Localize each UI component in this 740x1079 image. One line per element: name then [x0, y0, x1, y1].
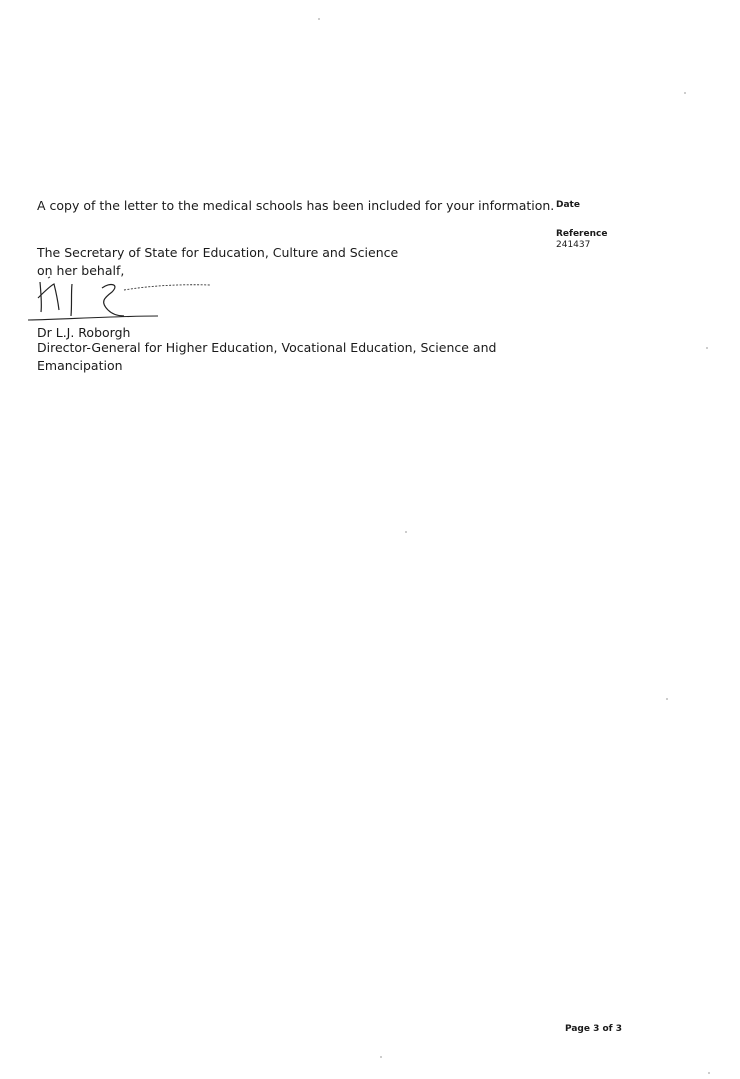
closing-line-1: The Secretary of State for Education, Culture and Science — [37, 245, 399, 260]
date-label: Date — [556, 200, 580, 210]
scan-speck — [684, 92, 686, 94]
scan-speck — [706, 347, 708, 349]
scan-speck — [380, 1056, 382, 1058]
intro-sentence: A copy of the letter to the medical schools has been included for your information. — [37, 198, 555, 213]
reference-value: 241437 — [556, 240, 591, 250]
reference-label: Reference — [556, 229, 608, 239]
signatory-name: Dr L.J. Roborgh — [37, 325, 131, 340]
signatory-title-line-1: Director-General for Higher Education, Vocational Education, Science and — [37, 340, 497, 355]
closing-line-2: on her behalf, — [37, 263, 125, 278]
scan-speck — [318, 18, 320, 20]
signatory-title-line-2: Emancipation — [37, 358, 123, 373]
scan-speck — [405, 531, 407, 533]
page-number: Page 3 of 3 — [565, 1024, 622, 1034]
handwritten-signature — [28, 276, 218, 326]
scan-speck — [666, 698, 668, 700]
scan-speck — [708, 1072, 710, 1074]
